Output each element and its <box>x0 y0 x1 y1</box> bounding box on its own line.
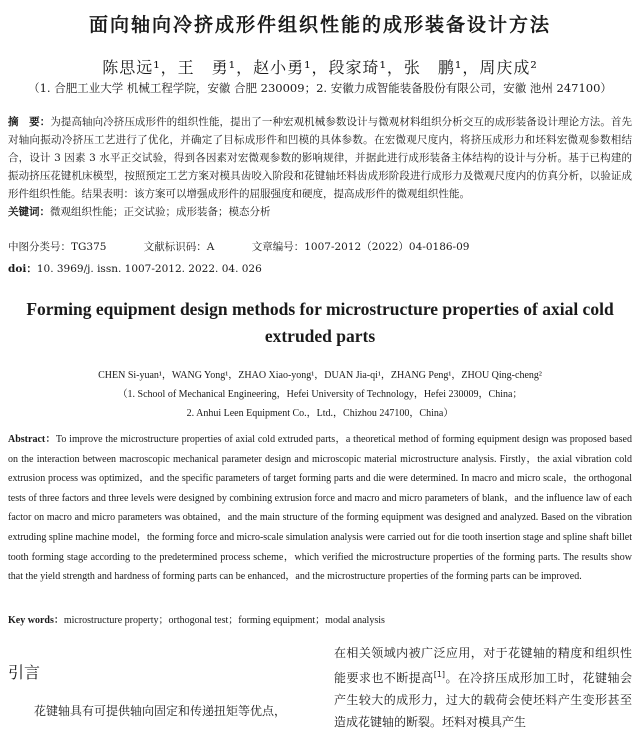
right-text-part-2: 。在冷挤压成形加工时，花键轴会产生较大的成形力，过大的载荷会使坯料产生变形甚至造成花键轴的断裂。坯料对模具产生 <box>334 671 632 729</box>
classification-line <box>8 239 503 254</box>
doi-line <box>8 261 262 276</box>
document-code: 文献标识码：A <box>143 241 215 253</box>
english-keywords <box>8 611 385 626</box>
english-keywords-label: Key words： <box>8 615 64 626</box>
introduction-heading: 引言 <box>8 663 41 682</box>
right-column-text <box>334 642 632 733</box>
chinese-abstract-label: 摘 要： <box>8 116 51 128</box>
doi-label: doi： <box>8 263 37 275</box>
clc-number: 中图分类号：TG375 <box>8 241 107 253</box>
english-title: Forming equipment design methods for microstructure properties of axial cold extruded parts <box>26 299 614 346</box>
english-keywords-text: microstructure property；orthogonal test；forming equipment；modal analysis <box>63 615 385 626</box>
english-abstract-text: To improve the microstructure properties of axial cold extruded parts，a theoretical method of forming equipment design was proposed based on the interaction between macroscopic mechanical parameter design and microscopic material microstructure analysis. Firstly，the axial vibration cold extrusion process was optimized，and the specific parameters of target forming parts and die were determined. In macro and micro scale，the orthogonal tests of three factors and three levels were designed by combining extrusion force and macro and micro parameters of blank，and the influence law of each factor on macro and micro parameters was obtained，and the main structure of the forming equipment was designed and analyzed. Based on the vibration extruding spline machine model，the forming force and micro-scale simulation analysis were carried out for die tooth insertion stage and spline shaft billet tooth forming stage according to the predetermined process scheme，which verified the microstructure properties of the forming parts. The results show that the yield strength and hardness of forming parts can be enhanced，and the microstructure properties of the forming parts can be improved. <box>8 434 632 583</box>
right-text-part-1: 在相关领域内被广泛应用，对于花键轴的精度和组织性能要求也不断提高 <box>334 646 632 685</box>
chinese-abstract <box>8 113 632 221</box>
english-abstract-label: Abstract： <box>8 434 56 445</box>
chinese-affiliation: （1. 合肥工业大学 机械工程学院，安徽 合肥 230009；2. 安徽力成智能装备股份有限公司，安徽 池州 247100） <box>28 81 612 95</box>
chinese-abstract-text: 为提高轴向冷挤压成形件的组织性能，提出了一种宏观机械参数设计与微观材料组织分析交互的成形装备设计理论方法。首先对轴向振动冷挤压工艺进行了优化，并确定了目标成形件和凹模的具体参数。在宏微观尺度内，将挤压成形力和坯料宏微观参数相结合，设计 3 因素 3 水平正交试验，得到各因素对宏微观参数的影响规律，并据此进行成形装备主体结构的设计与分析。基于已构建的振动挤压花键机床模型，按照预定工艺方案对模具齿咬入阶段和花键轴坯料齿成形阶段进行成形力及微观尺度内的仿真分析，以验证成形件组织性能。结果表明：该方案可以增强成形件的屈服强度和硬度，提高成形件的微观组织性能。 <box>8 116 632 200</box>
chinese-title: 面向轴向冷挤成形件组织性能的成形装备设计方法 <box>88 14 551 36</box>
chinese-keywords-label: 关键词： <box>8 206 50 218</box>
article-number: 文章编号：1007-2012（2022）04-0186-09 <box>251 241 470 253</box>
chinese-keywords-text: 微观组织性能；正交试验；成形装备；模态分析 <box>50 206 271 218</box>
chinese-authors: 陈思远¹，王 勇¹，赵小勇¹，段家琦¹，张 鹏¹，周庆成² <box>102 58 538 77</box>
citation-1[interactable]: [1] <box>433 670 446 679</box>
english-authors: CHEN Si-yuan¹，WANG Yong¹，ZHAO Xiao-yong¹，DUAN Jia-qi¹，ZHANG Peng¹，ZHOU Qing-cheng² <box>98 370 542 381</box>
english-affiliation-1: （1. School of Mechanical Engineering，Hefei University of Technology，Hefei 230009，China； <box>117 389 523 400</box>
english-affiliation-2: 2. Anhui Leen Equipment Co.，Ltd.，Chizhou 247100，China） <box>186 408 454 419</box>
doi-value[interactable]: 10. 3969/j. issn. 1007-2012. 2022. 04. 026 <box>36 263 262 275</box>
left-column-text: 花键轴具有可提供轴向固定和传递扭矩等优点， <box>34 704 287 718</box>
english-abstract <box>8 430 632 587</box>
